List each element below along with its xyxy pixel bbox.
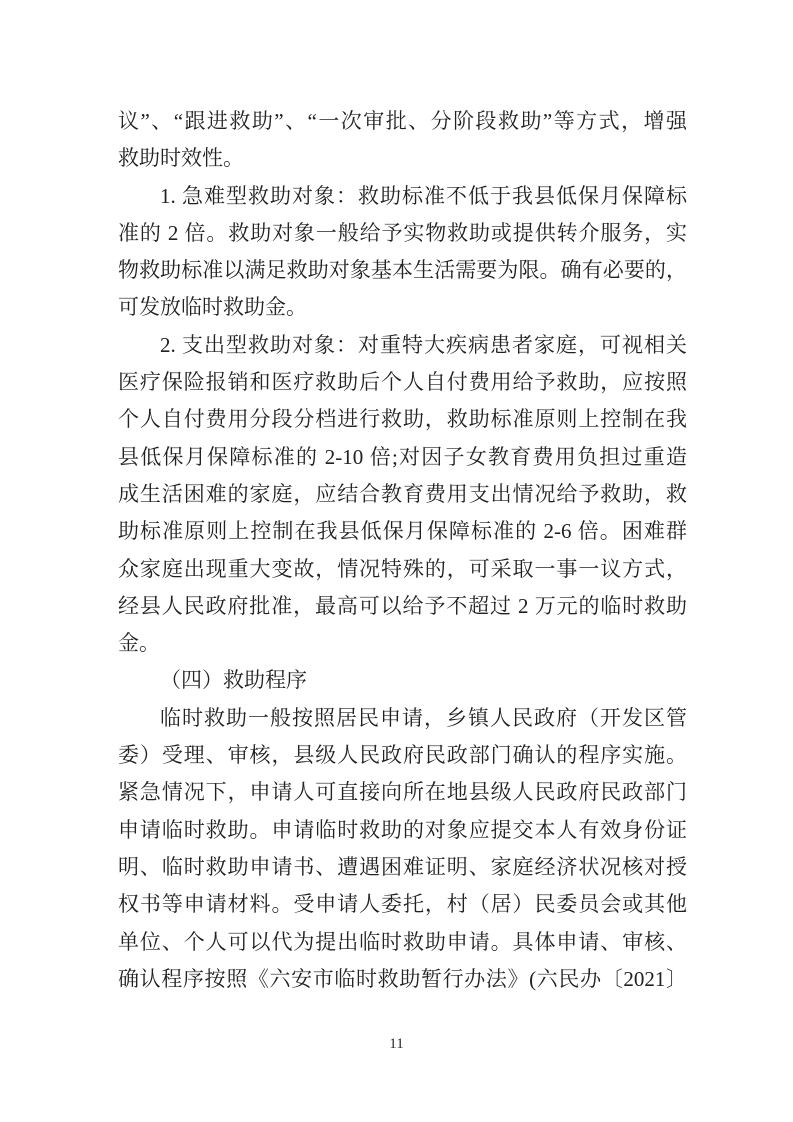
text-line: 救助时效性。 <box>118 146 244 171</box>
text-line: 明、临时救助申请书、遭遇困难证明、家庭经济状况核对授 <box>118 854 687 879</box>
text-line: 经县人民政府批准，最高可以给予不超过 2 万元的临时救助 <box>118 593 687 618</box>
text-line: 1. 急难型救助对象：救助标准不低于我县低保月保障标 <box>160 183 687 208</box>
text-line: 议”、“跟进救助”、“一次审批、分阶段救助”等方式，增强 <box>118 109 687 133</box>
text-line: 委）受理、审核，县级人民政府民政部门确认的程序实施。 <box>118 743 687 768</box>
text-line: 众家庭出现重大变故，情况特殊的，可采取一事一议方式， <box>118 556 687 581</box>
text-line: 准的 2 倍。救助对象一般给予实物救助或提供转介服务，实 <box>118 220 687 245</box>
text-line: 个人自付费用分段分档进行救助，救助标准原则上控制在我 <box>118 407 687 432</box>
document-body <box>118 103 687 998</box>
text-line: 县低保月保障标准的 2-10 倍;对因子女教育费用负担过重造 <box>118 444 687 469</box>
text-line: 确认程序按照《六安市临时救助暂行办法》(六民办〔2021〕 <box>118 966 687 991</box>
text-line: 权书等申请材料。受申请人委托，村（居）民委员会或其他 <box>118 892 687 917</box>
text-line: 物救助标准以满足救助对象基本生活需要为限。确有必要的， <box>118 258 687 283</box>
page-number: 11 <box>389 1036 404 1052</box>
text-line: 成生活困难的家庭，应结合教育费用支出情况给予救助，救 <box>118 481 687 506</box>
text-line: （四）救助程序 <box>160 668 307 693</box>
text-line: 助标准原则上控制在我县低保月保障标准的 2-6 倍。困难群 <box>118 519 687 544</box>
text-line: 临时救助一般按照居民申请，乡镇人民政府（开发区管 <box>160 705 687 730</box>
text-line: 金。 <box>118 631 160 656</box>
text-line: 紧急情况下，申请人可直接向所在地县级人民政府民政部门 <box>118 780 687 805</box>
text-line: 申请临时救助。申请临时救助的对象应提交本人有效身份证 <box>118 817 687 842</box>
text-line: 医疗保险报销和医疗救助后个人自付费用给予救助，应按照 <box>118 370 687 395</box>
text-line: 可发放临时救助金。 <box>118 295 307 320</box>
text-line: 2. 支出型救助对象：对重特大疾病患者家庭，可视相关 <box>160 332 687 357</box>
text-line: 单位、个人可以代为提出临时救助申请。具体申请、审核、 <box>118 929 687 954</box>
